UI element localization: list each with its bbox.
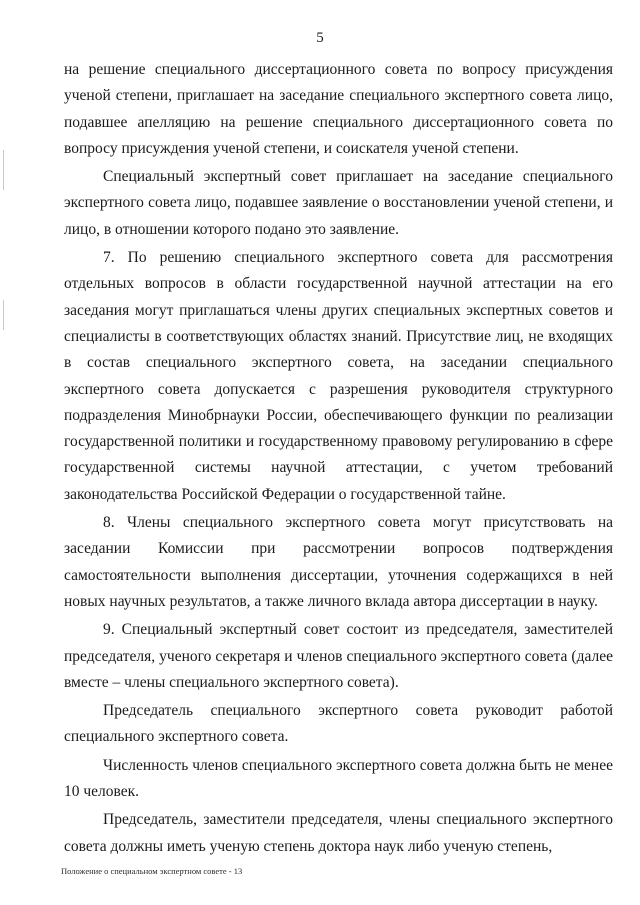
paragraph: 7. По решению специального экспертного совета для рассмотрения отдельных вопросов в области государственной научной аттестации на его заседания могут приглашаться члены других специальных экспертных советов и специалисты в соответствующих областях знаний. Присутствие лиц, не входящих в состав специального экспертного совета, на заседании специального экспертного совета допускается с разрешения руководителя структурного подразделения Минобрнауки России, обеспечивающего функции по реализации государственной политики и государственному правовому регулированию в сфере государственной системы научной аттестации, с учетом требований законодательства Российской Федерации о государственной тайне. [64,249,613,503]
page-number: 5 [316,30,324,46]
paragraph: на решение специального диссертационного совета по вопросу присуждения ученой степени, приглашает на заседание специального экспертного совета лицо, подавшее апелляцию на решение специального диссертационного совета по вопросу присуждения ученой степени, и соискателя ученой степени. [64,61,613,157]
paragraph: Председатель, заместители председателя, члены специального экспертного совета должны иметь ученую степень доктора наук либо ученую степень, [64,811,613,855]
paragraph: Численность членов специального экспертного совета должна быть не менее 10 человек. [64,756,613,801]
scan-margin-mark [3,150,4,190]
document-footer: Положение о специальном экспертном совете - 13 [61,866,243,876]
paragraph: Специальный экспертный совет приглашает на заседание специального экспертного совета лицо, подавшее заявление о восстановлении ученой степени, и лицо, в отношении которого подано это заявление. [64,168,613,238]
paragraph: Председатель специального экспертного совета руководит работой специального экспертного совета. [64,702,613,746]
scan-margin-mark [3,300,4,330]
document-body [64,57,613,860]
paragraph: 9. Специальный экспертный совет состоит из председателя, заместителей председателя, ученого секретаря и членов специального экспертного совета (далее вместе – члены специального экспертного совета). [64,621,613,691]
paragraph: 8. Члены специального экспертного совета могут присутствовать на заседании Комиссии при рассмотрении вопросов подтверждения самостоятельности выполнения диссертации, уточнения содержащихся в ней новых научных результатов, а также личного вклада автора диссертации в науку. [64,514,613,610]
